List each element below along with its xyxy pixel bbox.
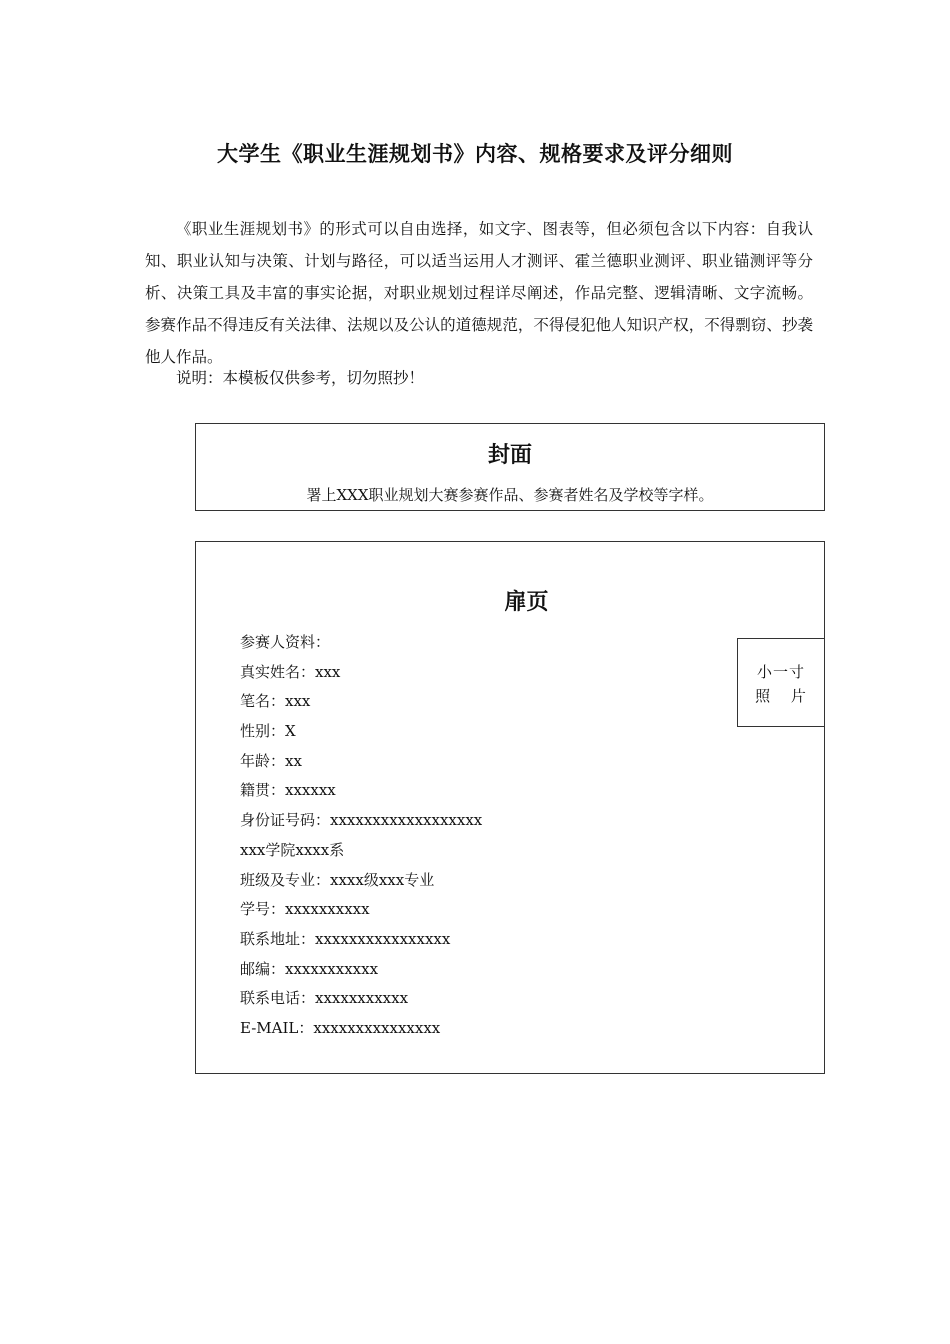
cover-heading: 封面	[487, 443, 532, 468]
photo-label-photo: 照 片	[755, 687, 807, 705]
photo-label-size: 小一寸	[756, 663, 805, 681]
template-note: 说明：本模板仅供参考，切勿照抄！	[176, 369, 425, 387]
list-item: 邮编：xxxxxxxxxxx	[240, 959, 379, 978]
list-item: 身份证号码：xxxxxxxxxxxxxxxxxx	[240, 811, 483, 830]
cover-section	[195, 423, 825, 511]
list-item: 参赛人资料：	[240, 633, 331, 651]
document-title: 大学生《职业生涯规划书》内容、规格要求及评分细则	[217, 142, 733, 166]
list-item: 笔名：xxx	[240, 692, 311, 711]
list-item: 学号：xxxxxxxxxx	[240, 900, 370, 919]
list-item: 年龄：xx	[240, 751, 302, 770]
list-item: 性别：X	[240, 722, 296, 741]
intro-paragraph: 《职业生涯规划书》的形式可以自由选择，如文字、图表等，但必须包含以下内容：自我认知、职业认知与决策、计划与路径，可以适当运用人才测评、霍兰德职业测评、职业锚测评等分析、决策工具及丰富的事实论据，对职业规划过程详尽阐述，作品完整、逻辑清晰、文字流畅。 参赛作品不得违反有关法律、法规以及公认的道德规范，不得侵犯他人知识产权，不得剽窃、抄袭他人作品。	[145, 220, 813, 366]
photo-placeholder	[737, 638, 825, 727]
list-item: E-MAIL：xxxxxxxxxxxxxxx	[240, 1018, 441, 1037]
list-item: 班级及专业：xxxx级xxx专业	[240, 870, 435, 889]
cover-description: 署上XXX职业规划大赛参赛作品、参赛者姓名及学校等字样。	[306, 486, 714, 504]
list-item: 联系地址：xxxxxxxxxxxxxxxx	[240, 929, 451, 948]
list-item: xxx学院xxxx系	[240, 840, 345, 859]
contestant-info-list	[240, 628, 482, 1044]
list-item: 真实姓名：xxx	[240, 662, 341, 681]
title-page-section	[195, 541, 825, 1074]
title-page-heading: 扉页	[504, 590, 549, 615]
list-item: 联系电话：xxxxxxxxxxx	[240, 989, 409, 1008]
list-item: 籍贯：xxxxxx	[240, 781, 336, 800]
